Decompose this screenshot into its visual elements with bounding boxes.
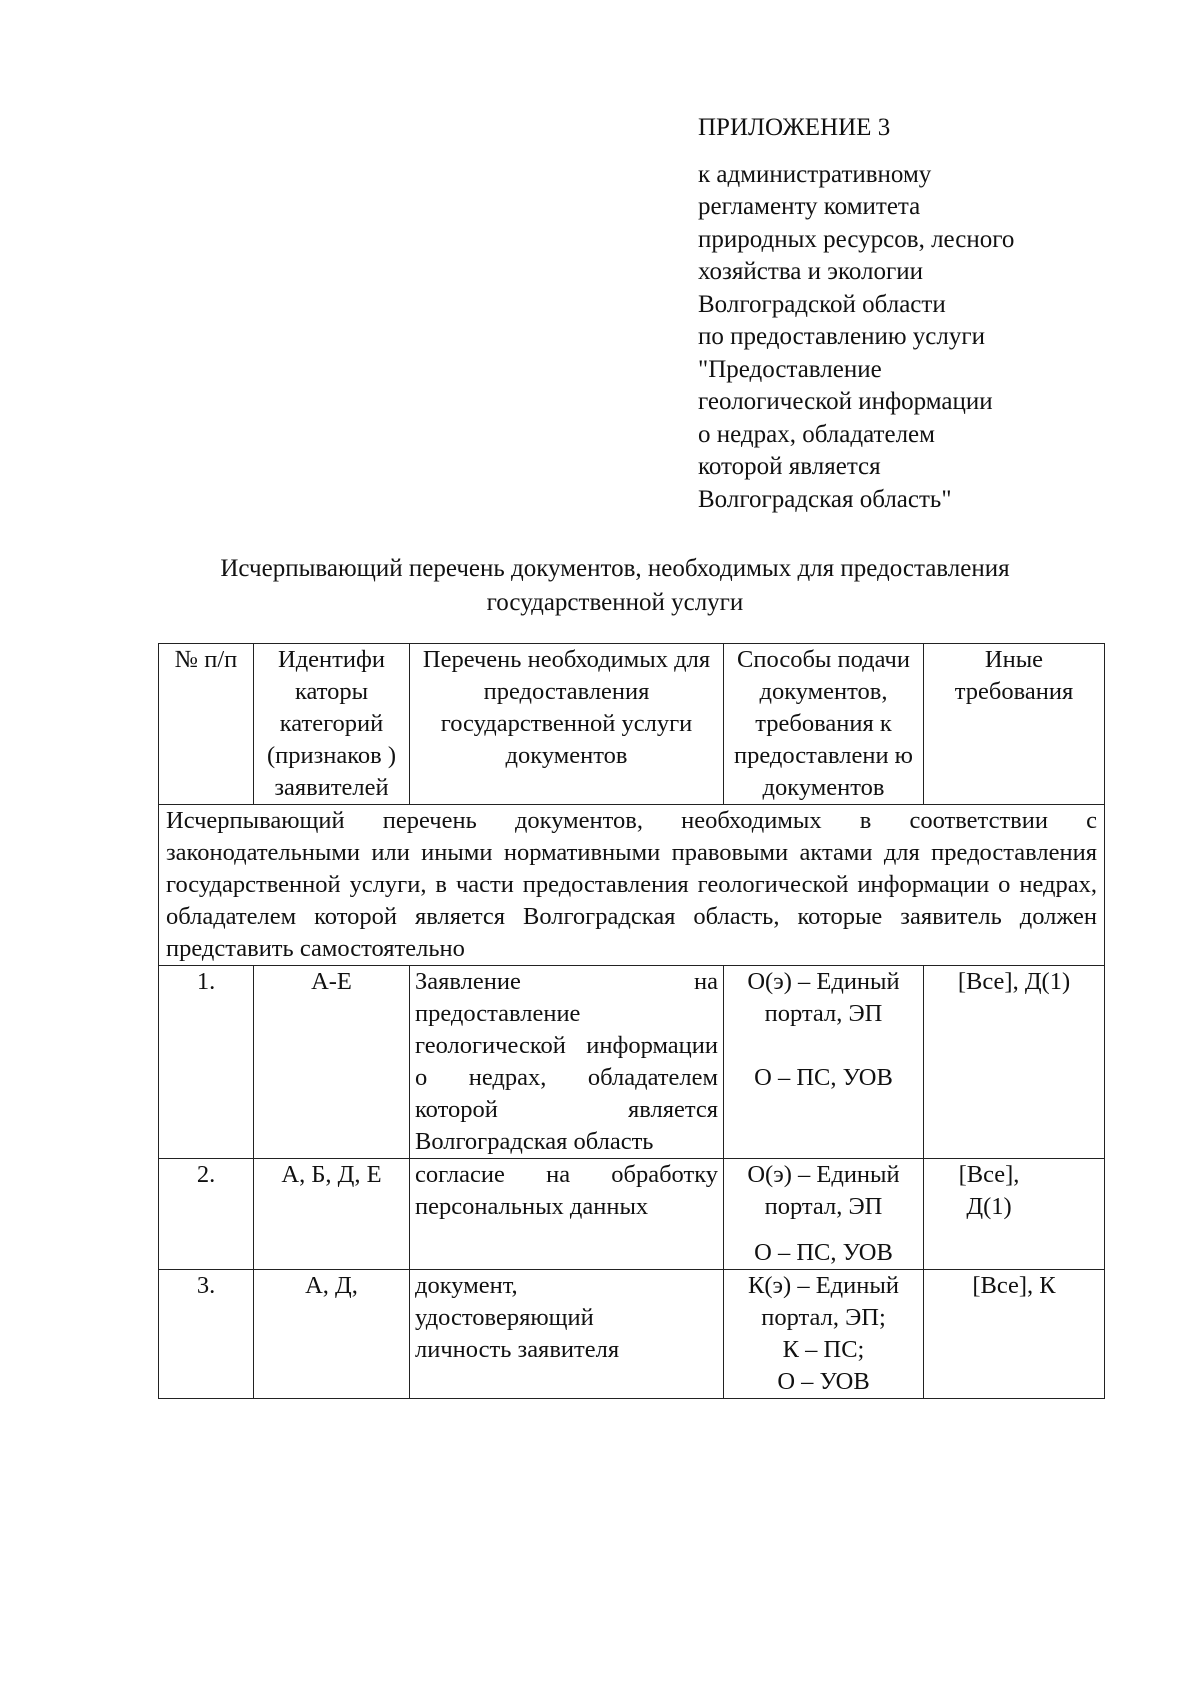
method-paper: О – ПС, УОВ [754, 1239, 893, 1266]
appendix-line: хозяйства и экологии [698, 258, 924, 285]
appendix-line: природных ресурсов, лесного [698, 225, 1015, 253]
row-identifiers: А, Д, [254, 1270, 410, 1399]
row-document: Заявление на предоставление геологической информации о недрах, обладателем которой является Волгоградская область [410, 966, 724, 1159]
appendix-block [698, 112, 1118, 516]
method-electronic: К(э) – Единый портал, ЭП; [748, 1272, 899, 1331]
row-methods [724, 1159, 924, 1270]
row-methods [724, 1270, 924, 1399]
row-other: [Все], К [924, 1270, 1105, 1399]
method-electronic: О(э) – Единый портал, ЭП [747, 968, 900, 1027]
header-identifiers: Идентифи каторы категорий (признаков ) заявителей [254, 644, 410, 805]
appendix-line: Волгоградской области [698, 290, 946, 318]
appendix-line: регламенту комитета [698, 193, 921, 220]
table-header-row [159, 644, 1105, 805]
method-in-person: О – УОВ [777, 1368, 870, 1395]
row-num: 2. [159, 1159, 254, 1270]
row-other: [Все], Д(1) [924, 966, 1105, 1159]
method-paper: К – ПС; [782, 1336, 865, 1363]
row-num: 3. [159, 1270, 254, 1399]
table-row [159, 1159, 1105, 1270]
row-document: согласие на обработку персональных данных [410, 1159, 724, 1270]
section-row [159, 805, 1105, 966]
row-methods [724, 966, 924, 1159]
row-document: документ, удостоверяющий личность заявителя [410, 1270, 724, 1399]
header-submission-methods: Способы подачи документов, требования к предоставлени ю документов [724, 644, 924, 805]
appendix-line: к административному [698, 160, 932, 188]
table-row [159, 1270, 1105, 1399]
header-other-requirements: Иные требования [924, 644, 1105, 805]
row-identifiers: А, Б, Д, Е [254, 1159, 410, 1270]
header-document-list: Перечень необходимых для предоставления государственной услуги документов [410, 644, 724, 805]
documents-table [158, 643, 1105, 1399]
appendix-line: "Предоставление [698, 355, 882, 383]
header-num: № п/п [159, 644, 254, 805]
appendix-line: которой является [698, 453, 881, 480]
section-description: Исчерпывающий перечень документов, необходимых в соответствии с законодательными или иными нормативными правовыми актами для предоставления государственной услуги, в части предоставления геологической информации о недрах, обладателем которой является Волгоградская область, которые заявитель должен представить самостоятельно [159, 805, 1105, 966]
row-other: [Все], Д(1) [924, 1159, 1105, 1270]
appendix-line: Волгоградская область" [698, 485, 952, 513]
appendix-line: о недрах, обладателем [698, 420, 935, 448]
method-electronic: О(э) – Единый портал, ЭП [747, 1161, 900, 1220]
table-row [159, 966, 1105, 1159]
method-paper: О – ПС, УОВ [754, 1064, 893, 1091]
appendix-line: геологической информации [698, 388, 993, 415]
appendix-line: по предоставлению услуги [698, 323, 985, 350]
row-identifiers: А-Е [254, 966, 410, 1159]
appendix-heading: ПРИЛОЖЕНИЕ 3 [698, 114, 891, 141]
row-num: 1. [159, 966, 254, 1159]
document-title: Исчерпывающий перечень документов, необходимых для предоставления государственной услуги [220, 555, 1010, 616]
